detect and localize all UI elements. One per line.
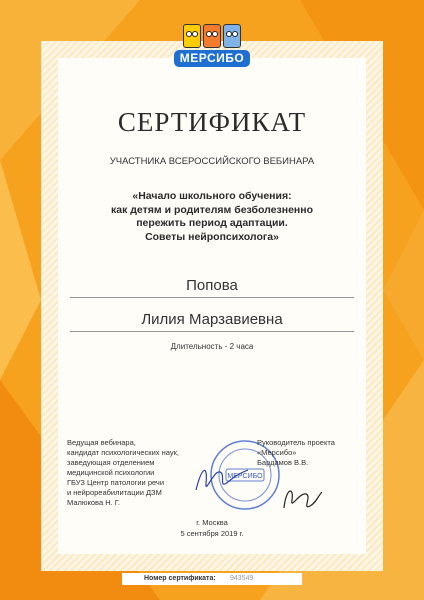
lecturer-line: ГБУЗ Центр патологии речи	[67, 478, 165, 487]
place-and-date	[0, 517, 424, 539]
webinar-title-line: пережить период адаптации.	[136, 217, 288, 229]
manager-info	[257, 438, 335, 468]
orange-character-icon	[203, 24, 221, 48]
lecturer-line: Малюкова Н. Г.	[67, 498, 121, 507]
lecturer-line: заведующая отделением	[67, 458, 155, 467]
stamp-text: МЕРСИБО	[227, 473, 263, 480]
logo-wordmark: МЕРСИБО	[174, 50, 250, 67]
participant-first-name: Лилия Марзавиевна	[70, 311, 354, 332]
certificate-number-label: Номер сертификата:	[144, 575, 216, 582]
certificate-number-value: 943549	[230, 575, 254, 582]
webinar-title-line: как детям и родителям безболезненно	[110, 203, 314, 216]
city: г. Москва	[196, 518, 228, 527]
lecturer-info	[67, 438, 179, 508]
certificate-title: СЕРТИФИКАТ	[117, 107, 307, 137]
logo-characters	[174, 24, 250, 48]
webinar-title	[70, 190, 354, 244]
manager-signature-icon	[280, 480, 324, 516]
certificate-subtitle: УЧАСТНИКА ВСЕРОССИЙСКОГО ВЕБИНАРА	[109, 156, 315, 167]
blue-character-icon	[223, 24, 241, 48]
webinar-title-line: Советы нейропсихолога»	[145, 230, 279, 243]
yellow-character-icon	[183, 24, 201, 48]
lecturer-signature-icon	[192, 460, 252, 496]
manager-line: «Мерсибо»	[257, 448, 297, 457]
lecturer-line: медицинской психологии	[67, 468, 155, 477]
certificate-number-row	[122, 573, 302, 585]
webinar-title-line: «Начало школьного обучения:	[132, 190, 292, 202]
lecturer-line: кандидат психологических наук,	[67, 448, 179, 457]
participant-last-name: Попова	[70, 277, 354, 298]
lecturer-line: Ведущая вебинара,	[67, 438, 136, 447]
duration-text: Длительность - 2 часа	[170, 342, 254, 351]
date: 5 сентября 2019 г.	[180, 529, 244, 538]
manager-line: Бардамов В.В.	[257, 458, 309, 467]
mersibo-logo	[174, 24, 250, 72]
lecturer-line: и нейрореабилитации ДЗМ	[67, 488, 162, 497]
manager-line: Руководитель проекта	[257, 438, 335, 447]
